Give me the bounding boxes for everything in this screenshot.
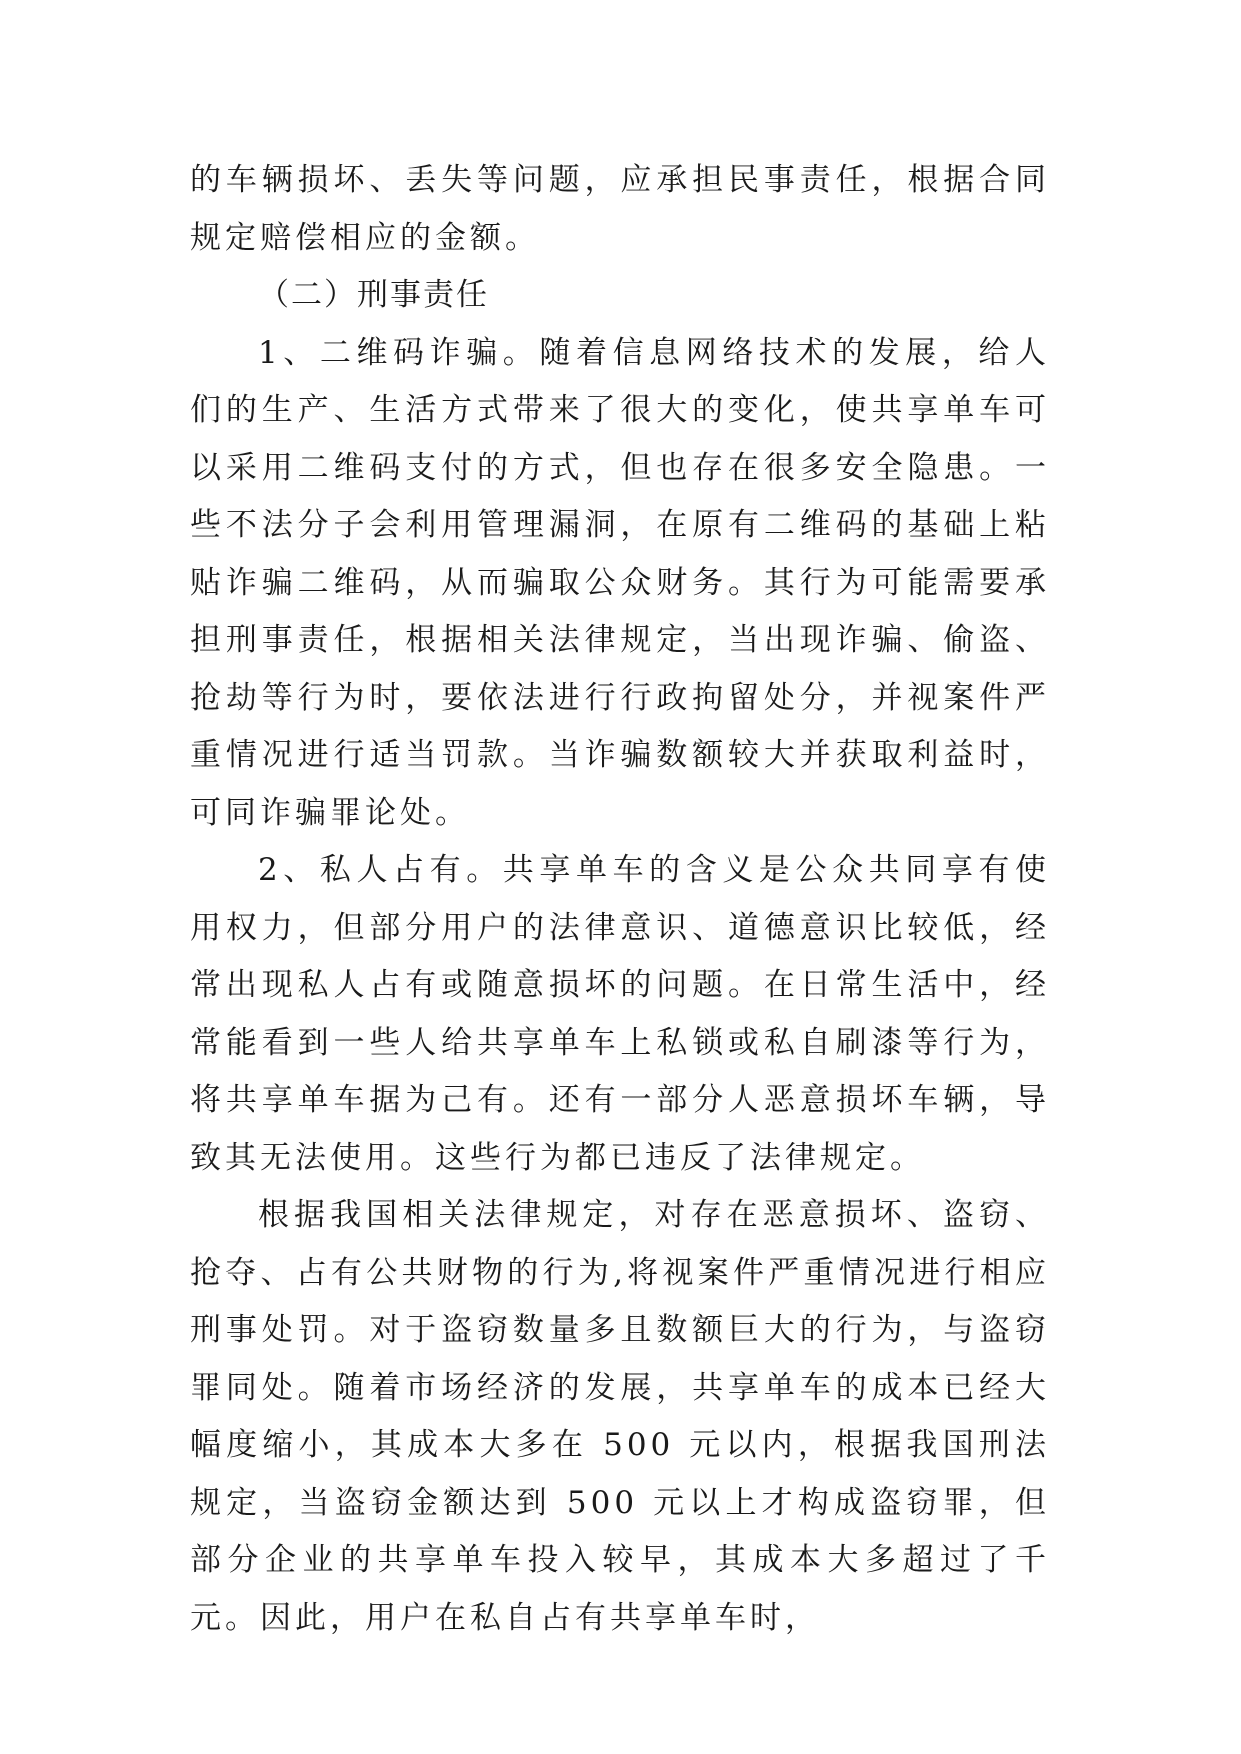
paragraph-civil-liability-continuation: 的车辆损坏、丢失等问题，应承担民事责任，根据合同规定赔偿相应的金额。 (190, 162, 1050, 256)
document-page (190, 152, 1050, 1647)
paragraph-qr-code-fraud: 1、二维码诈骗。随着信息网络技术的发展，给人们的生产、生活方式带来了很大的变化，使共享单车可以采用二维码支付的方式，但也存在很多安全隐患。一些不法分子会利用管理漏洞，在原有二维码的基础上粘贴诈骗二维码，从而骗取公众财务。其行为可能需要承担刑事责任，根据相关法律规定，当出现诈骗、偷盗、抢劫等行为时，要依法进行行政拘留处分，并视案件严重情况进行适当罚款。当诈骗数额较大并获取利益时，可同诈骗罪论处。 (190, 334, 1050, 831)
paragraph-private-possession: 2、私人占有。共享单车的含义是公众共同享有使用权力，但部分用户的法律意识、道德意识比较低，经常出现私人占有或随意损坏的问题。在日常生活中，经常能看到一些人给共享单车上私锁或私自刷漆等行为，将共享单车据为己有。还有一部分人恶意损坏车辆，导致其无法使用。这些行为都已违反了法律规定。 (190, 852, 1050, 1176)
section-heading-criminal-liability: （二）刑事责任 (258, 277, 489, 313)
paragraph-legal-penalties: 根据我国相关法律规定，对存在恶意损坏、盗窃、抢夺、占有公共财物的行为,将视案件严重情况进行相应刑事处罚。对于盗窃数量多且数额巨大的行为，与盗窃罪同处。随着市场经济的发展，共享单车的成本已经大幅度缩小，其成本大多在 500 元以内，根据我国刑法规定，当盗窃金额达到 500 元以上才构成盗窃罪，但部分企业的共享单车投入较早，其成本大多超过了千元。因此，用户在私自占有共享单车时， (190, 1197, 1050, 1636)
